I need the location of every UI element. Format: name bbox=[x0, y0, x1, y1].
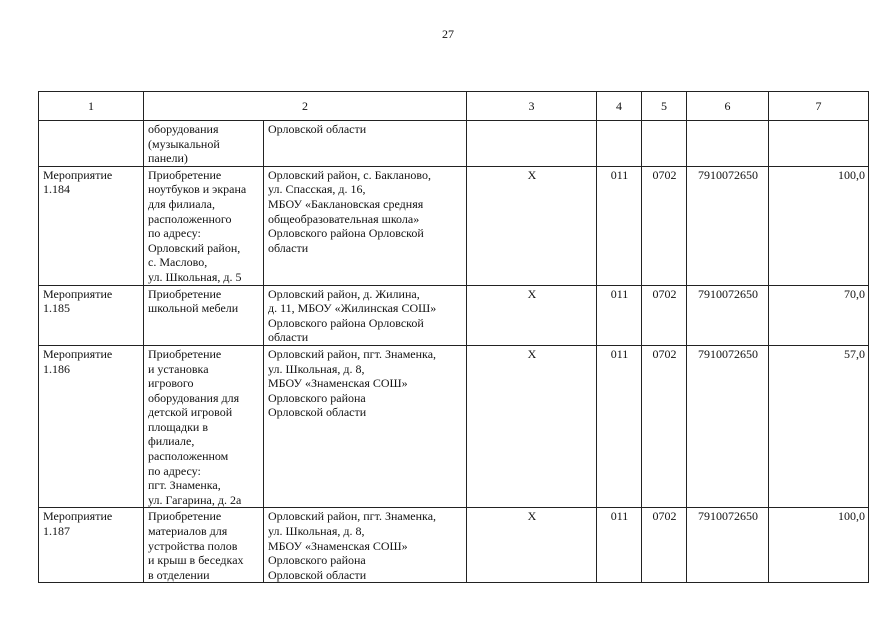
col5-cell: 0702 bbox=[642, 166, 687, 285]
col4-cell: 011 bbox=[597, 166, 642, 285]
header-row bbox=[39, 92, 869, 121]
description-cell: Приобретение материалов для устройства полов и крыш в беседках в отделении bbox=[144, 508, 264, 583]
col6-cell: 7910072650 bbox=[687, 285, 769, 345]
location-cell: Орловский район, пгт. Знаменка, ул. Школьная, д. 8, МБОУ «Знаменская СОШ» Орловского района Орловской области bbox=[264, 508, 467, 583]
page-number: 27 bbox=[442, 27, 454, 41]
col7-cell bbox=[769, 121, 869, 167]
col5-cell: 0702 bbox=[642, 285, 687, 345]
table-row bbox=[39, 345, 869, 508]
col7-cell: 57,0 bbox=[769, 345, 869, 508]
col3-cell bbox=[467, 121, 597, 167]
activity-cell: Мероприятие 1.184 bbox=[39, 166, 144, 285]
header-col-4: 4 bbox=[597, 92, 642, 121]
col5-cell bbox=[642, 121, 687, 167]
activity-cell bbox=[39, 121, 144, 167]
col6-cell bbox=[687, 121, 769, 167]
col3-cell: Х bbox=[467, 166, 597, 285]
description-cell: оборудования (музыкальной панели) bbox=[144, 121, 264, 167]
table-row bbox=[39, 166, 869, 285]
header-col-6: 6 bbox=[687, 92, 769, 121]
location-cell: Орловский район, пгт. Знаменка, ул. Школьная, д. 8, МБОУ «Знаменская СОШ» Орловского района Орловской области bbox=[264, 345, 467, 508]
table-row bbox=[39, 285, 869, 345]
header-col-1: 1 bbox=[39, 92, 144, 121]
col4-cell: 011 bbox=[597, 508, 642, 583]
col6-cell: 7910072650 bbox=[687, 345, 769, 508]
location-cell: Орловский район, с. Бакланово, ул. Спасская, д. 16, МБОУ «Баклановская средняя общеобразовательная школа» Орловского района Орловской области bbox=[264, 166, 467, 285]
activity-cell: Мероприятие 1.185 bbox=[39, 285, 144, 345]
header-col-2: 2 bbox=[144, 92, 467, 121]
table-row bbox=[39, 508, 869, 583]
col4-cell bbox=[597, 121, 642, 167]
description-cell: Приобретение школьной мебели bbox=[144, 285, 264, 345]
header-col-3: 3 bbox=[467, 92, 597, 121]
header-col-5: 5 bbox=[642, 92, 687, 121]
location-cell: Орловский район, д. Жилина, д. 11, МБОУ «Жилинская СОШ» Орловского района Орловской области bbox=[264, 285, 467, 345]
col3-cell: Х bbox=[467, 508, 597, 583]
col3-cell: Х bbox=[467, 345, 597, 508]
description-cell: Приобретение ноутбуков и экрана для филиала, расположенного по адресу: Орловский район, с. Маслово, ул. Школьная, д. 5 bbox=[144, 166, 264, 285]
header-col-7: 7 bbox=[769, 92, 869, 121]
table-row bbox=[39, 121, 869, 167]
col4-cell: 011 bbox=[597, 285, 642, 345]
location-cell: Орловской области bbox=[264, 121, 467, 167]
col5-cell: 0702 bbox=[642, 345, 687, 508]
col5-cell: 0702 bbox=[642, 508, 687, 583]
budget-table bbox=[38, 91, 869, 583]
activity-cell: Мероприятие 1.187 bbox=[39, 508, 144, 583]
col7-cell: 100,0 bbox=[769, 508, 869, 583]
col6-cell: 7910072650 bbox=[687, 508, 769, 583]
col4-cell: 011 bbox=[597, 345, 642, 508]
col6-cell: 7910072650 bbox=[687, 166, 769, 285]
col7-cell: 100,0 bbox=[769, 166, 869, 285]
col3-cell: Х bbox=[467, 285, 597, 345]
activity-cell: Мероприятие 1.186 bbox=[39, 345, 144, 508]
description-cell: Приобретение и установка игрового оборудования для детской игровой площадки в филиале, расположенном по адресу: пгт. Знаменка, ул. Гагарина, д. 2а bbox=[144, 345, 264, 508]
col7-cell: 70,0 bbox=[769, 285, 869, 345]
